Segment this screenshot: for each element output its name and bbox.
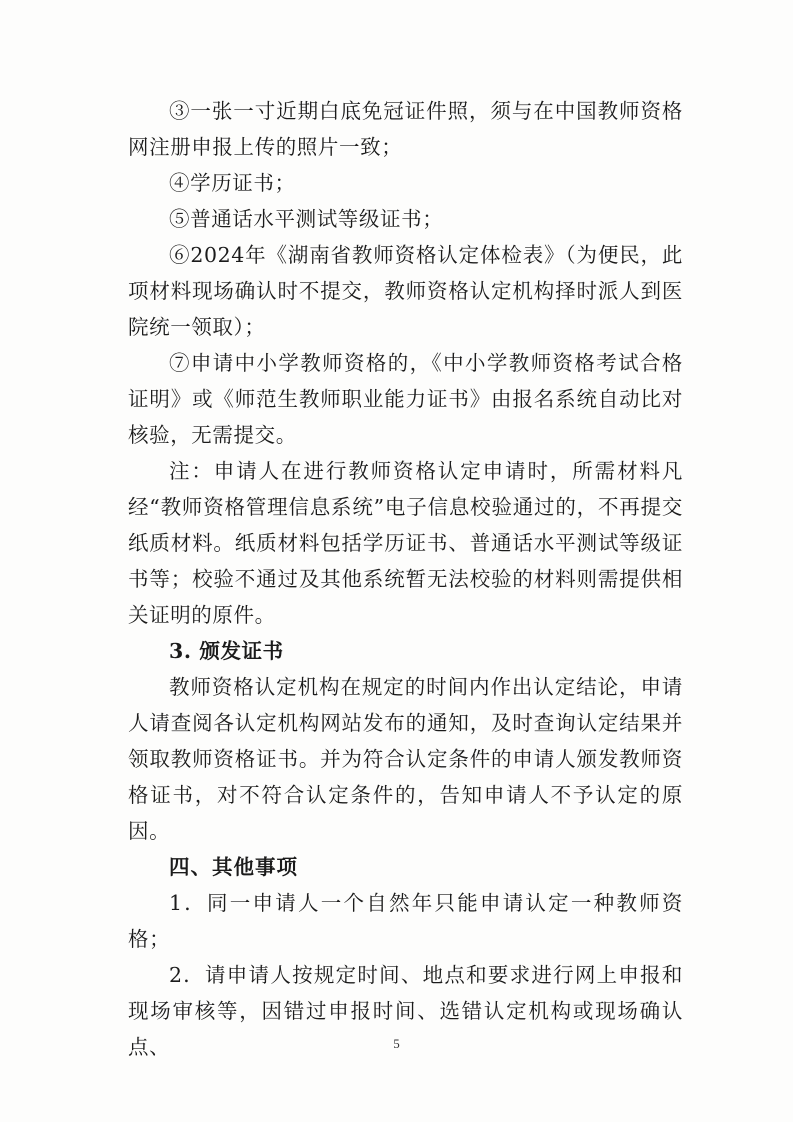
material-item-3: ③一张一寸近期白底免冠证件照，须与在中国教师资格网注册申报上传的照片一致； (128, 99, 683, 159)
material-item-5: ⑤普通话水平测试等级证书； (169, 207, 444, 231)
material-item-7: ⑦申请中小学教师资格的，《中小学教师资格考试合格证明》或《师范生教师职业能力证书》由报名系统自动比对核验，无需提交。 (128, 351, 683, 447)
section-4-item-2: 2．请申请人按规定时间、地点和要求进行网上申报和现场审核等，因错过申报时间、选错认定机构或现场确认点、 (128, 963, 683, 1059)
material-item-6: ⑥2024年《湖南省教师资格认定体检表》（为便民，此项材料现场确认时不提交，教师资格认定机构择时派人到医院统一领取）； (128, 243, 683, 339)
section-4-item-1: 1．同一申请人一个自然年只能申请认定一种教师资格； (128, 891, 683, 951)
document-body (128, 93, 683, 1065)
section-3-text: 教师资格认定机构在规定的时间内作出认定结论，申请人请查阅各认定机构网站发布的通知，及时查询认定结果并领取教师资格证书。并为符合认定条件的申请人颁发教师资格证书，对不符合认定条件的，告知申请人不予认定的原因。 (128, 675, 683, 843)
material-item-4: ④学历证书； (169, 171, 296, 195)
section-4-heading: 四、其他事项 (169, 855, 298, 879)
section-3-heading: 3. 颁发证书 (169, 639, 284, 663)
page-number: 5 (393, 1036, 400, 1051)
note-paragraph: 注：申请人在进行教师资格认定申请时，所需材料凡经“教师资格管理信息系统”电子信息校验通过的，不再提交纸质材料。纸质材料包括学历证书、普通话水平测试等级证书等；校验不通过及其他系统暂无法校验的材料则需提供相关证明的原件。 (128, 459, 683, 627)
